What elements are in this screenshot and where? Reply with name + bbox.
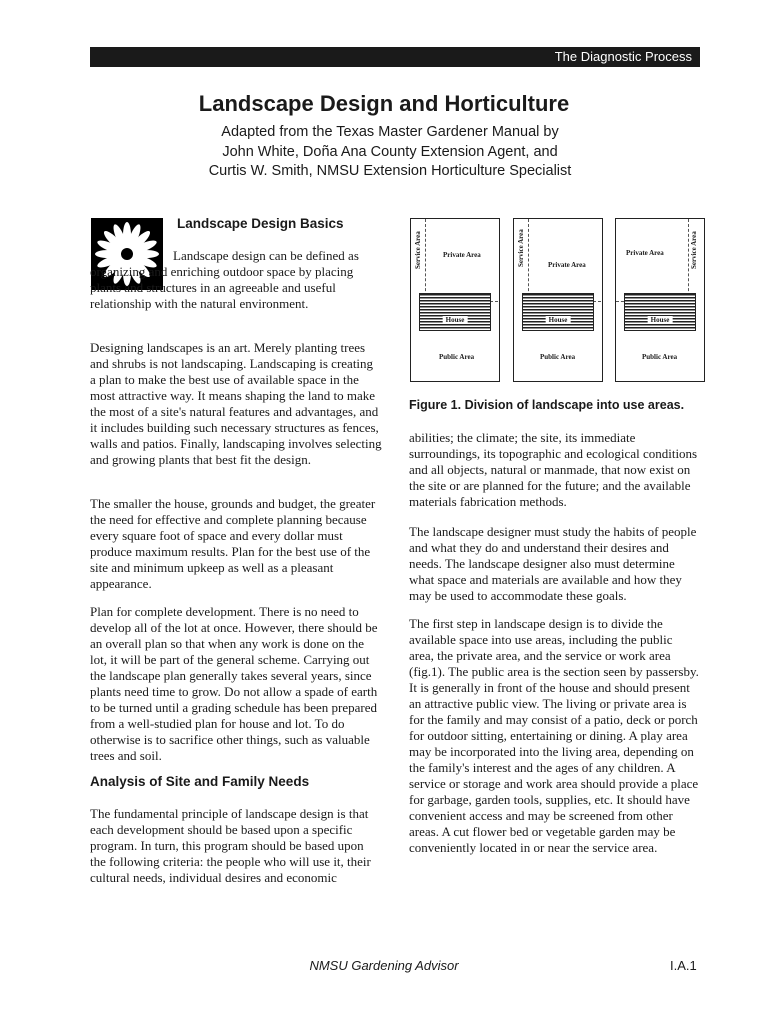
section-label: The Diagnostic Process	[554, 49, 692, 64]
subtitle-line-3: Curtis W. Smith, NMSU Extension Horticulture Specialist	[208, 163, 572, 179]
paragraph-6: abilities; the climate; the site, its immediate surroundings, its topographic and ecological conditions and all objects, natural or manmade, that now exist on the site or are planned for the future; and the available materials fabrication methods.	[409, 430, 698, 509]
paragraph-2: Designing landscapes is an art. Merely planting trees and shrubs is not landscaping. Landscaping is creating a plan to make the best use of available space in the most attractive way. It means shaping the land to make the most of a site's natural features and advantages, and it includes building such necessary structures as fences, walls and patios. Finally, landscaping involves selecting and growing plants that best fit the design.	[90, 340, 382, 467]
paragraph-7: The landscape designer must study the habits of people and what they do and understand their desires and needs. The landscape designer also must determine what space and materials are available and how they may be used to accommodate these goals.	[409, 524, 697, 603]
figure-caption: Figure 1. Division of landscape into use areas.	[409, 398, 685, 412]
paragraph-3: The smaller the house, grounds and budget, the greater the need for effective and complete planning because every square foot of space and every dollar must produce maximum results. Plan for the best use of the site and minimum upkeep as well as a pleasant appearance.	[90, 496, 376, 591]
page-title: Landscape Design and Horticulture	[198, 91, 570, 116]
figure-diagram-3: Service Area Private Area House Public Area	[615, 218, 705, 382]
subtitle-line-2: John White, Doña Ana County Extension Agent, and	[222, 144, 558, 160]
page-number: I.A.1	[670, 958, 697, 973]
section-heading-analysis: Analysis of Site and Family Needs	[90, 774, 310, 789]
footer-publication: NMSU Gardening Advisor	[309, 958, 459, 973]
paragraph-1: Landscape design can be defined as organizing and enriching outdoor space by placing plants and structures in an agreeable and useful relationship with the natural environment.	[90, 248, 359, 311]
subtitle-line-1: Adapted from the Texas Master Gardener Manual by	[221, 124, 559, 140]
paragraph-4: Plan for complete development. There is no need to develop all of the lot at once. However, there should be an overall plan so that when any work is done on the lot, it will be part of the general scheme. Carrying out the landscape plan generally takes several years, since plants need time to grow. Do not allow a spade of earth to be turned until a grading schedule has been prepared from a well-studied plan for house and lot. To do otherwise is to sacrifice other things, such as valuable trees and soil.	[90, 604, 378, 763]
figure-diagram-2: Service Area Private Area House Public Area	[513, 218, 603, 382]
paragraph-5: The fundamental principle of landscape design is that each development should be based upon a specific program. In turn, this program should be based upon the following criteria: the people who will use it, their cultural needs, individual desires and economic	[90, 806, 371, 885]
section-heading-basics: Landscape Design Basics	[177, 216, 344, 231]
figure-diagram-1: Service Area Private Area House Public Area	[410, 218, 500, 382]
paragraph-8: The first step in landscape design is to divide the available space into use areas, including the public area, the private area, and the service or work area (fig.1). The public area is the section seen by passersby. It is generally in front of the house and should present an attractive public view. The living or private area is for the family and may consist of a patio, deck or porch for outdoor sitting, entertaining or dining. A play area may be incorporated into the living area, depending on the family's interest and the ages of any children. A service or storage and work area should provide a place for garbage, garden tools, supplies, etc. It should have convenient access and may be screened from other areas. A cut flower bed or vegetable garden may be conveniently located in or near the service area.	[409, 616, 699, 855]
header-bar	[90, 47, 700, 67]
